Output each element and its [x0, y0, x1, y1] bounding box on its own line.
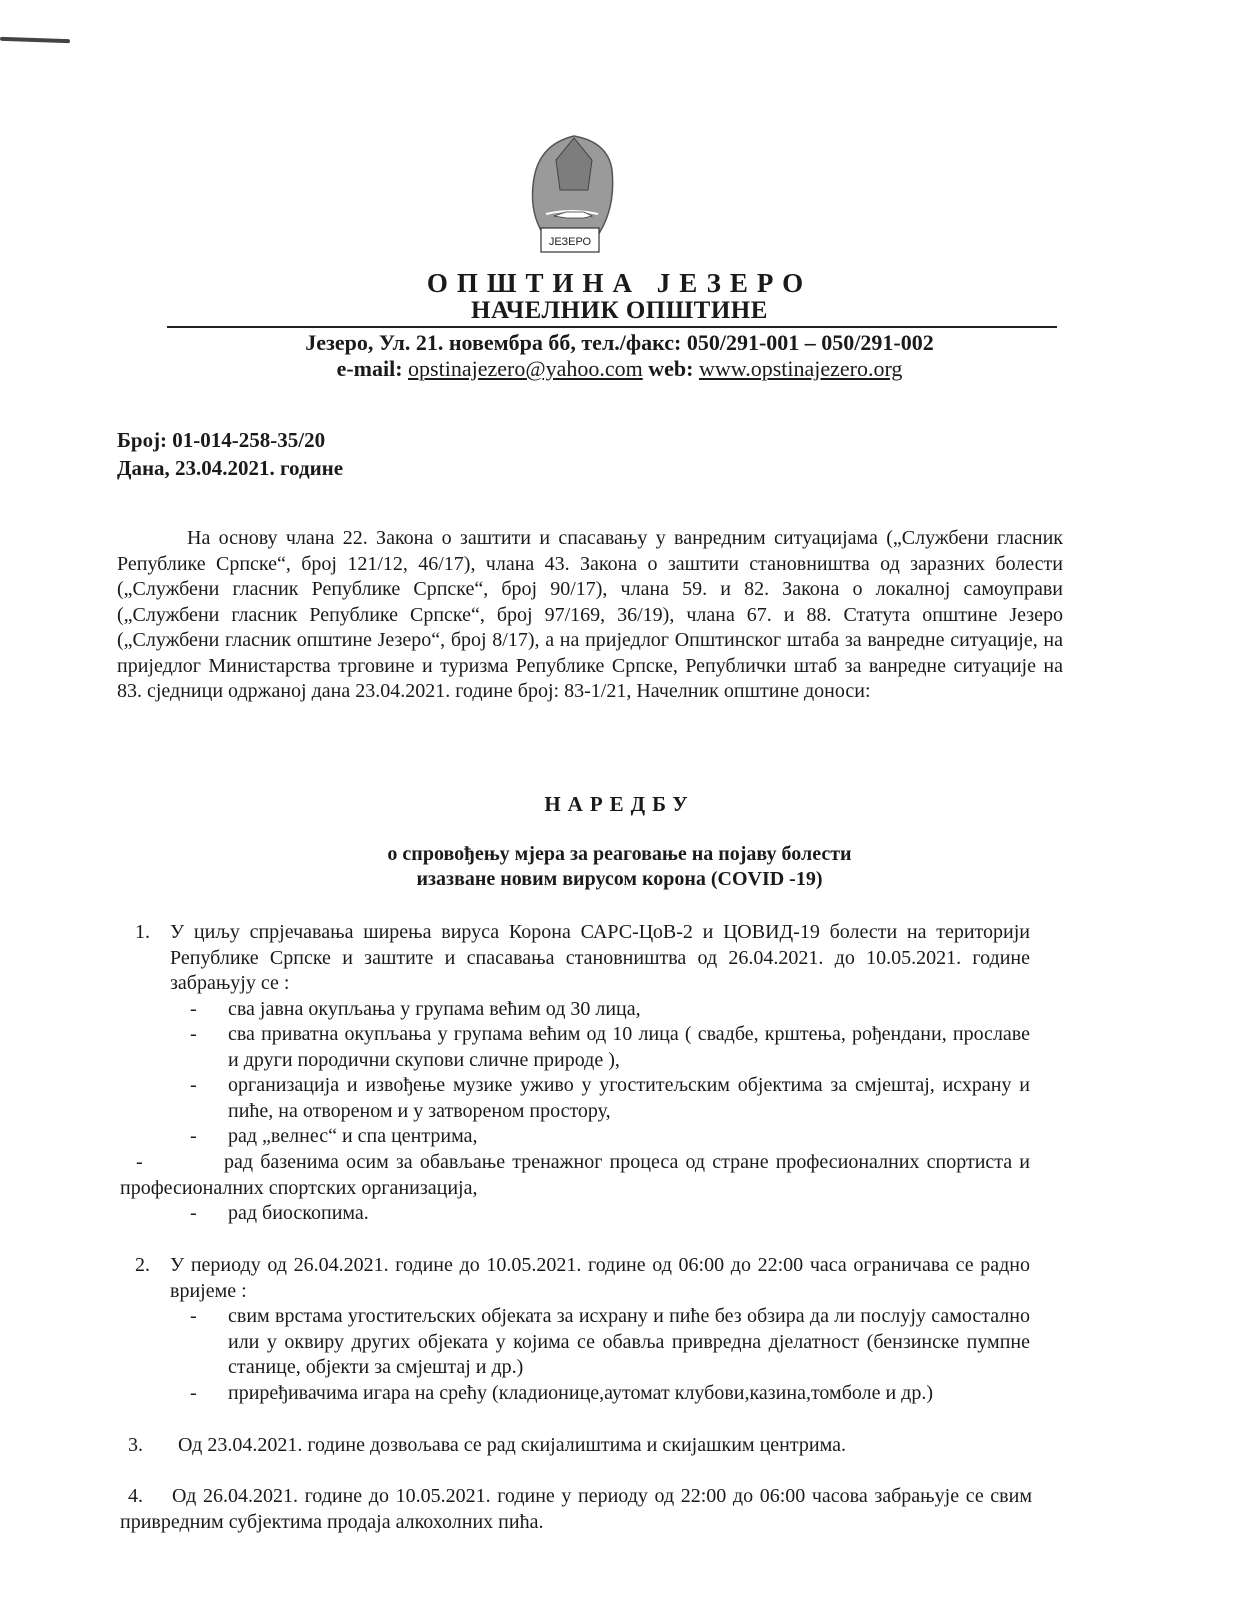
subtitle-line-2: изазване новим вирусом корона (COVID -19) [416, 868, 823, 890]
bullet-item: сва приватна окупљања у групама већим од 10 лица ( свадбе, крштења, рођендани, прославе и други породични скупови сличне природе ), [228, 1023, 1030, 1071]
address-line: Језеро, Ул. 21. новембра бб, тел./факс: 050/291-001 – 050/291-002 [305, 330, 934, 355]
document-date: Дана, 23.04.2021. године [117, 456, 344, 480]
bullet-item: сва јавна окупљања у групама већим од 30 лица, [228, 998, 641, 1020]
email-label: e-mail: [336, 356, 403, 381]
header-divider [167, 326, 1057, 328]
bullet-item: рад „велнес“ и спа центрима, [228, 1125, 478, 1147]
bullet-item: организација и извођење музике уживо у угоститељским објектима за смјештај, исхрану и пиће, на отвореном и у затвореном простору, [228, 1074, 1030, 1122]
bullet-item: приређивачима игара на срећу (кладионице,аутомат клубови,казина,томболе и др.) [228, 1382, 934, 1404]
document-title: НАРЕДБУ [544, 792, 695, 816]
logo-label: ЈЕЗЕРО [548, 236, 592, 248]
scan-artifact [0, 37, 70, 43]
organization-name: ОПШТИНА ЈЕЗЕРО [426, 268, 813, 298]
document-page: ЈЕЗЕРО ОПШТИНА ЈЕЗЕРО НАЧЕЛНИК ОПШТИНЕ Језеро, Ул. 21. новембра бб, тел./факс: 050/291-001 – 050/291-002 e-mail: opstinajezero@yahoo.com web: www.opstinajezero.org Број: 01-014-258-35/20 Дана, 23.04.2021. године На основу члана 22. Закона о заштити и спасавању у ванредним ситуацијама („Службени гласник Републике Српске“, број 121/12, 46/17), члана 43. Закона о заштити становништва од заразних болести („Службени гласник Републике Српске“, број 90/17), члана 59. и 82. Закона о локалној самоуправи („Службени гласник Републике Српске“, број 97/169, 36/19), члана 67. и 88. Статута општине Језеро („Службени гласник општине Језеро“, број 8/17), а на приједлог Општинског штаба за ванредне ситуације, на приједлог Министарства трговине и туризма Републике Српске, Републички штаб за ванредне ситуације на 83. сједници одржаној дана 23.04.2021. године број: 83-1/21, Начелник општине доноси: НАРЕДБУ о спровођењу мјера за реаговање на појаву болести изазване новим вирусом корона (COVID -19) 1. У циљу спрјечавања ширења вируса Корона САРС-ЦоВ-2 и ЦОВИД-19 болести на територији Републике Српске и заштите и спасавања становништва од 26.04.2021. до 10.05.2021. године забрањују се : - сва јавна окупљања у групама већим од 30 лица, - сва приватна окупљања у групама већим од 10 лица ( свадбе, крштења, рођендани, прославе и други породични скупови сличне природе ), - организација и извођење музике уживо у угоститељским објектима за смјештај, исхрану и пиће, на отвореном и у затвореном простору, - рад „велнес“ и спа центрима, - рад базенима осим за обављање тренажног процеса од стране професионалних спортиста и професионалних спортских организација, - рад биоскопима. 2. У периоду од 26.04.2021. године до 10.05.2021. године од 06:00 до 22:00 часа ограничава се радно вријеме : - свим врстама угоститељских објеката за исхрану и пиће без обзира да ли послују самостално или у оквиру других објеката у којима се обавља привредна дјелатност (бензинске пумпне станице, објекти за смјештај и др.) - приређивачима игара на срећу (кладионице,аутомат клубови,казина,томболе и др.) 3. Од 23.04.2021. године дозвољава се рад скијалиштима и скијашким центрима. 4. Од 26.04.2021. године до 10.05.2021. године у периоду од 22:00 до 06:00 часова забрањује се свим привредним субјектима продаја алкохолних пића. [0, 0, 1239, 1614]
email-link[interactable]: opstinajezero@yahoo.com [408, 356, 643, 381]
document-number: Број: 01-014-258-35/20 [117, 428, 326, 452]
web-label: web: [648, 356, 694, 381]
item-number: 1. [135, 921, 150, 943]
item-text: У циљу спрјечавања ширења вируса Корона САРС-ЦоВ-2 и ЦОВИД-19 болести на територији Републике Српске и заштите и спасавања становништва од 26.04.2021. до 10.05.2021. године забрањују се : [170, 921, 1030, 994]
intro-paragraph: На основу члана 22. Закона о заштити и спасавању у ванредним ситуацијама („Службени гласник Републике Српске“, број 121/12, 46/17), члана 43. Закона о заштити становништва од заразних болести („Службени гласник Републике Српске“, број 90/17), члана 59. и 82. Закона о локалној самоуправи („Службени гласник Републике Српске“, број 97/169, 36/19), члана 67. и 88. Статута општине Језеро („Службени гласник општине Језеро“, број 8/17), а на приједлог Општинског штаба за ванредне ситуације, на приједлог Министарства трговине и туризма Републике Српске, Републички штаб за ванредне ситуације на 83. сједници одржаној дана 23.04.2021. године број: 83-1/21, Начелник општине доноси: [117, 527, 1063, 702]
item-text: Од 26.04.2021. године до 10.05.2021. године у периоду од 22:00 до 06:00 часова забрањује се свим привредним субјектима продаја алкохолних пића. [120, 1485, 1032, 1533]
municipality-coat-of-arms [526, 130, 616, 260]
bullet-item: рад базенима осим за обављање тренажног процеса од стране професионалних спортиста и професионалних спортских организација, [120, 1151, 1030, 1199]
item-text: Од 23.04.2021. године дозвољава се рад скијалиштима и скијашким центрима. [178, 1434, 846, 1456]
web-link[interactable]: www.opstinajezero.org [698, 356, 903, 381]
contact-line [0, 356, 1239, 382]
item-number: 3. [128, 1434, 143, 1456]
item-number: 4. [128, 1485, 143, 1507]
item-number: 2. [135, 1254, 150, 1276]
subtitle-line-1: о спровођењу мјера за реаговање на појаву болести [387, 843, 852, 865]
bullet-item: свим врстама угоститељских објеката за исхрану и пиће без обзира да ли послују самостално или у оквиру других објеката у којима се обавља привредна дјелатност (бензинске пумпне станице, објекти за смјештај и др.) [228, 1305, 1030, 1378]
item-text: У периоду од 26.04.2021. године до 10.05.2021. године од 06:00 до 22:00 часа ограничава се радно вријеме : [170, 1254, 1030, 1302]
bullet-item: рад биоскопима. [228, 1202, 369, 1224]
organization-subtitle: НАЧЕЛНИК ОПШТИНЕ [471, 297, 768, 324]
document-subtitle [0, 842, 1239, 892]
